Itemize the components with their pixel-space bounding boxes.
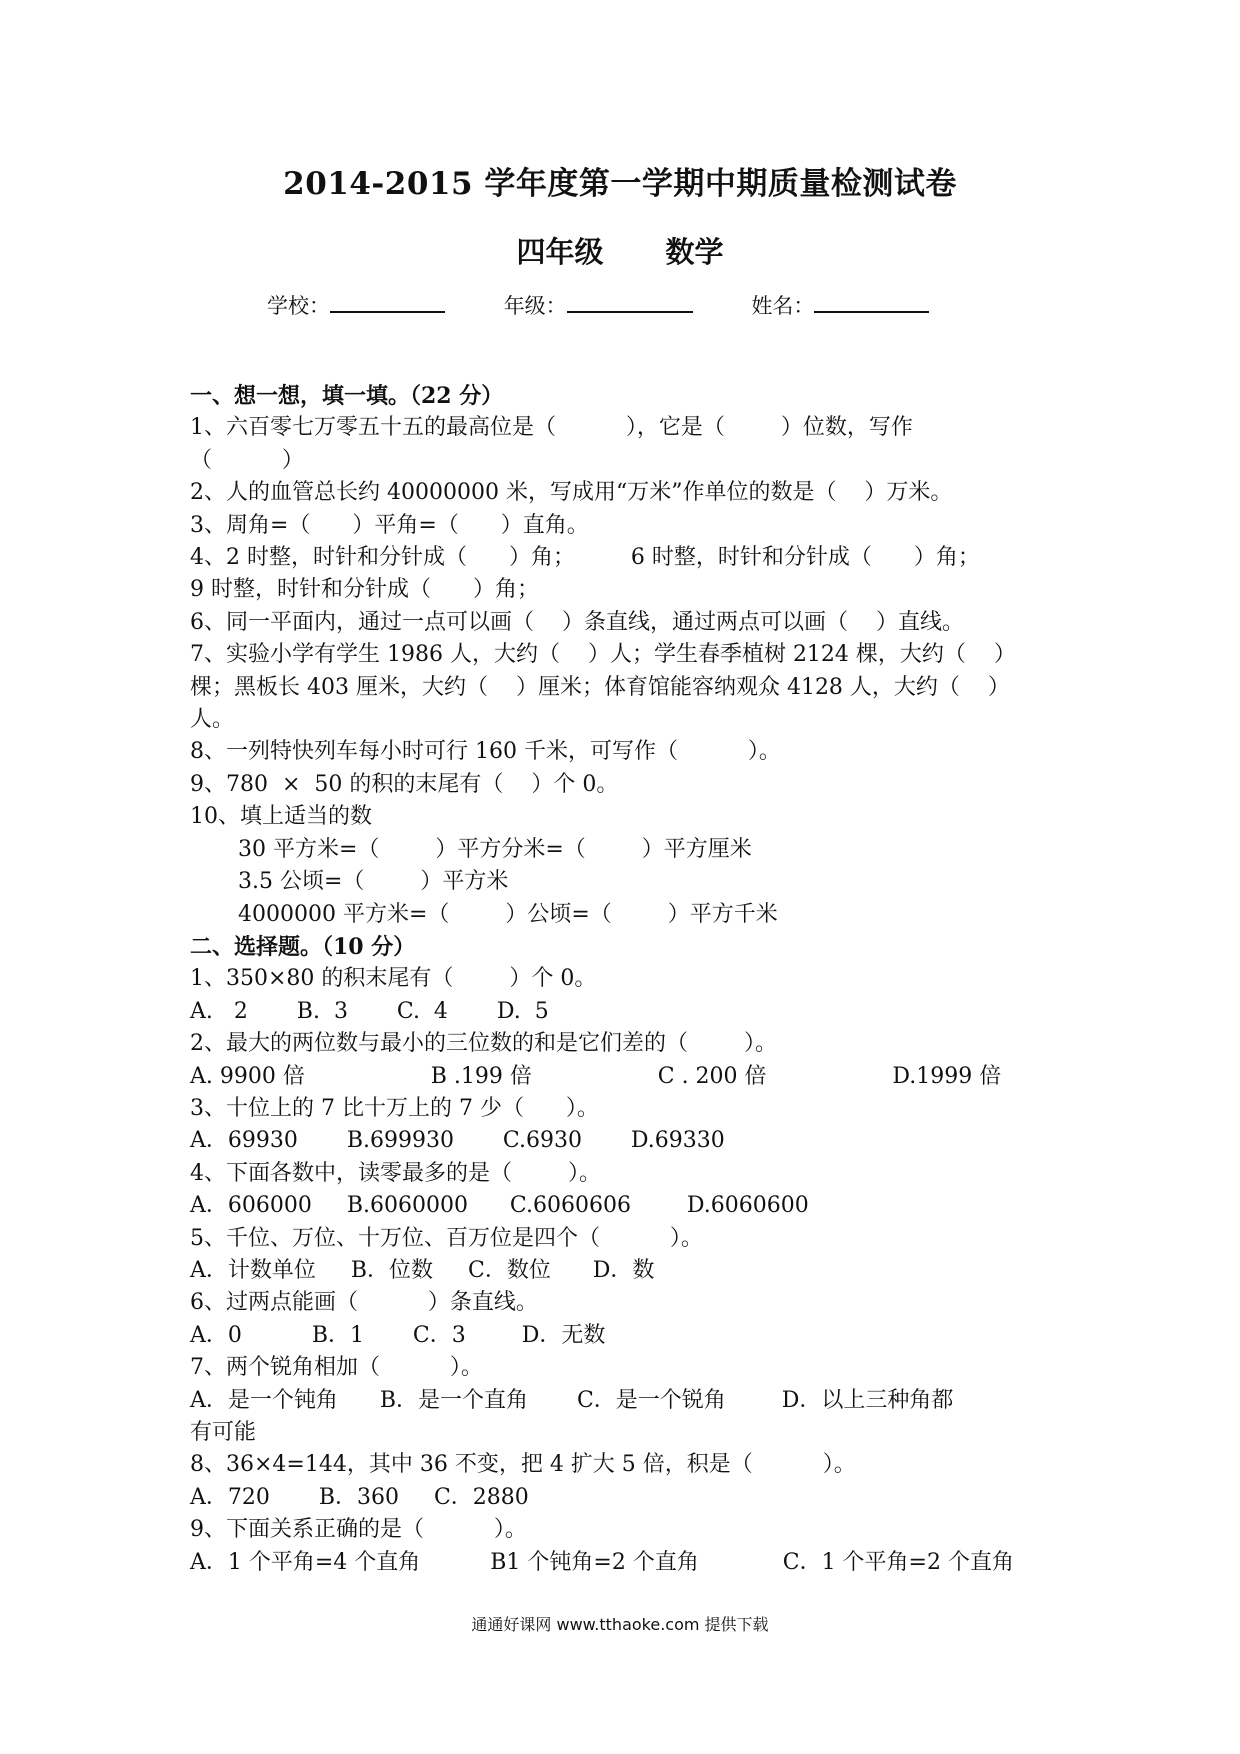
question-line: 4、2 时整，时针和分针成（ ）角； 6 时整，时针和分针成（ ）角； [190,545,980,571]
question-line: 人。 [190,707,235,733]
grade-heading: 四年级 [516,235,604,269]
grade-label: 年级： [503,294,567,318]
question-line: 7、两个锐角相加（ ）。 [190,1355,483,1381]
footer-credit: 通通好课网 www.tthaoke.com 提供下载 [471,1615,769,1634]
exam-title: 2014-2015 学年度第一学期中期质量检测试卷 [283,166,957,202]
name-label: 姓名： [751,294,815,318]
options-line: A. 2 B. 3 C. 4 D. 5 [190,998,549,1024]
question-line: 9、下面关系正确的是（ ）。 [190,1517,527,1543]
question-line: 8、一列特快列车每小时可行 160 千米，可写作（ ）。 [190,739,781,765]
options-line: A．1 个平角=4 个直角 B1 个钝角=2 个直角 C．1 个平角=2 个直角 [190,1549,1014,1575]
question-line: 6、同一平面内，通过一点可以画（ ）条直线，通过两点可以画（ ）直线。 [190,609,964,635]
question-line: 4、下面各数中，读零最多的是（ ）。 [190,1160,601,1186]
options-line: A．计数单位 B．位数 C．数位 D．数 [190,1257,655,1283]
question-line: 9、780 × 50 的积的末尾有（ ）个 0。 [190,771,619,797]
options-line: 有可能 [190,1420,257,1445]
question-line: （ ） [190,447,304,473]
options-line: A．0 B．1 C．3 D．无数 [190,1322,606,1348]
question-line: 3、十位上的 7 比十万上的 7 少（ ）。 [190,1095,599,1121]
question-line: 1、350×80 的积末尾有（ ）个 0。 [190,966,597,992]
question-line: 2、人的血管总长约 40000000 米，写成用“万米”作单位的数是（ ）万米。 [190,480,953,506]
student-info-row [267,290,981,320]
school-label: 学校： [267,294,330,318]
question-line: 2、最大的两位数与最小的三位数的和是它们差的（ ）。 [190,1031,777,1057]
options-line: A．720 B．360 C．2880 [190,1484,529,1510]
options-line: A．69930 B.699930 C.6930 D.69330 [190,1128,725,1154]
exam-content [190,380,1060,1579]
name-field [751,290,929,320]
question-line: 8、36×4=144，其中 36 不变，把 4 扩大 5 倍，积是（ ）。 [190,1452,856,1478]
sub-question-line: 30 平方米=（ ）平方分米=（ ）平方厘米 [238,836,752,862]
name-blank[interactable] [814,293,929,313]
question-line: 1、六百零七万零五十五的最高位是（ ），它是（ ）位数，写作 [190,415,913,441]
question-line: 9 时整，时针和分针成（ ）角； [190,577,539,603]
subject-heading: 数学 [665,235,724,269]
question-line: 5、千位、万位、十万位、百万位是四个（ ）。 [190,1225,703,1251]
question-line: 棵；黑板长 403 厘米，大约（ ）厘米；体育馆能容纳观众 4128 人，大约（ ） [190,674,1010,700]
options-line: A. 9900 倍 B .199 倍 C . 200 倍 D.1999 倍 [190,1063,1002,1089]
grade-field [504,290,693,320]
school-blank[interactable] [330,293,445,313]
question-line: 6、过两点能画（ ）条直线。 [190,1290,538,1316]
options-line: A．是一个钝角 B．是一个直角 C．是一个锐角 D．以上三种角都 [190,1387,954,1413]
section-heading-fill-in: 一、想一想，填一填。（22 分） [190,383,504,409]
grade-blank[interactable] [567,293,693,313]
sub-question-line: 3.5 公顷=（ ）平方米 [238,869,509,895]
question-line: 7、实验小学有学生 1986 人，大约（ ）人；学生春季植树 2124 棵，大约（ ） [190,642,1016,668]
options-line: A．606000 B.6060000 C.6060606 D.6060600 [190,1193,809,1219]
school-field [267,290,445,320]
section-heading-multiple-choice: 二、选择题。（10 分） [190,933,416,960]
exam-subtitle [0,230,1240,271]
question-line: 3、周角=（ ）平角=（ ）直角。 [190,512,589,538]
sub-question-line: 4000000 平方米=（ ）公顷=（ ）平方千米 [238,901,778,927]
question-line: 10、填上适当的数 [190,804,372,830]
